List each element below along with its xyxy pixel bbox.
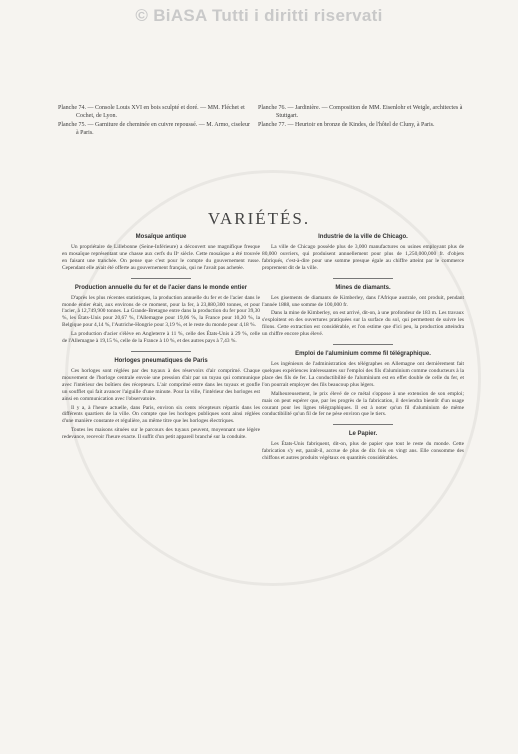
article-paragraph: Les ingénieurs de l'administration des télégraphes en Allemagne ont dernièrement fait quelques expériences intéressantes sur l'emploi des fils d'aluminium comme conducteurs à la place des fils de fer. La conductibilité de l'aluminium est en effet double de celle du fer, et l'on pourrait employer des fils beaucoup plus légers. bbox=[262, 361, 464, 388]
article-heading: Mosaïque antique bbox=[135, 234, 187, 240]
article-paragraph: Il y a, à l'heure actuelle, dans Paris, environ six cents récepteurs répartis dans les différents quartiers de la ville. On compte que les horloges publiques sont ainsi réglées d'une manière constante et régulière, au même titre que les horloges électriques. bbox=[62, 404, 260, 425]
article bbox=[62, 358, 260, 441]
article bbox=[262, 234, 464, 272]
article-paragraph: Les gisements de diamants de Kimberley, dans l'Afrique australe, ont produit, pendant l'année 1888, une somme de 100,000 fr. bbox=[262, 294, 464, 308]
plate-caption: Planche 75. — Garniture de cheminée en cuivre repoussé. — M. Armo, ciseleur à Paris. bbox=[58, 122, 250, 136]
article-paragraph: Malheureusement, le prix élevé de ce métal s'oppose à une extension de son emploi; mais on peut espérer que, par les progrès de la fabrication, il deviendra bientôt d'un usage courant pour les lignes télégraphiques. Il est à noter qu'un fil d'aluminium de même conductibilité qu'un fil de fer ne pèse environ que le tiers. bbox=[262, 390, 464, 418]
plate-caption: Planche 76. — Jardinière. — Composition de MM. Eisenlohr et Weigle, architectes à Stuttgart. bbox=[258, 105, 463, 119]
article-heading: Emploi de l'aluminium comme fil télégraphique. bbox=[295, 351, 431, 358]
article-heading: Production annuelle du fer et de l'acier dans le monde entier bbox=[74, 284, 248, 291]
divider bbox=[333, 424, 393, 425]
article-heading: Industrie de la ville de Chicago. bbox=[318, 234, 408, 240]
copyright-banner: © BiASA Tutti i diritti riservati bbox=[135, 6, 383, 25]
right-column bbox=[262, 234, 464, 468]
article-paragraph: La production d'acier s'élève en Angleterre à 11 %, celle des États-Unis à 29 %, celle de l'Allemagne à 19,15 %, celle de la France à 10 %, et des autres pays à 7,43 %. bbox=[62, 331, 260, 345]
article bbox=[262, 285, 464, 338]
article-paragraph: Ces horloges sont réglées par des tuyaux à des réservoirs d'air comprimé. Chaque mouvement de l'horloge centrale envoie une pression d'air par un tuyau qui communique avec l'intérieur des boîtiers des récepteurs. L'air comprimé entre dans les tuyaux et gonfle un soufflet qui fait avancer l'aiguille d'une minute. Pour la ville, l'intérieur des horloges est ainsi en communication avec l'observatoire. bbox=[62, 367, 260, 402]
article-heading: Mines de diamants. bbox=[335, 284, 391, 291]
plates-list-left bbox=[58, 104, 253, 138]
article-paragraph: Toutes les maisons situées sur le parcours des tuyaux peuvent, moyennant une légère redevance, recevoir l'heure exacte. Il suffit d'un petit appareil branché sur la conduite. bbox=[62, 427, 260, 441]
article-paragraph: La ville de Chicago possède plus de 3,000 manufactures ou usines employant plus de 80,000 ouvriers, qui produisent annuellement pour plus de 1,250,000,000 fr. d'objets fabriqués, c'est-à-dire pour une somme presque égale au chiffre atteint par le commerce proprement dit de la ville. bbox=[262, 244, 464, 271]
article-heading: Horloges pneumatiques de Paris bbox=[114, 357, 208, 364]
article-heading: Le Papier. bbox=[348, 431, 378, 438]
plate-caption: Planche 77. — Heurtoir en bronze de Kindes, de l'hôtel de Cluny, à Paris. bbox=[258, 122, 435, 128]
article-paragraph: Les États-Unis fabriquent, dit-on, plus de papier que tout le reste du monde. Cette fabrication s'y est, paraît-il, accrue de plus de dix fois en vingt ans. Elle consomme des chiffons et autres produits végétaux en quantités considérables. bbox=[262, 441, 464, 462]
article-paragraph: D'après les plus récentes statistiques, la production annuelle du fer et de l'acier dans le monde entier était, aux environs de ce moment, pour la fer, à 23,880,300 tonnes, et pour l'acier, à 12,749,900 tonnes. La Grande-Bretagne entre dans la production du fer pour 39,30 %, les États-Unis pour 20,67 %, l'Allemagne pour 19,06 %, la France pour 10,20 %, la Belgique pour 4,14 %, l'Autriche-Hongrie pour 3,19 %, et le reste du monde pour 4,18 %. bbox=[62, 294, 260, 329]
article bbox=[262, 431, 464, 462]
divider bbox=[333, 278, 393, 279]
article-paragraph: Dans la mine de Kimberley, on est arrivé, dit-on, à une profondeur de 183 m. Les travaux s'exploitent en des ouvertures pratiquées sur la surface du sol, qui permettent de suivre les filons. Cette extraction est considérable, et l'on estime que d'ici peu, la production atteindra un chiffre encore plus élevé. bbox=[262, 310, 464, 338]
article bbox=[62, 285, 260, 345]
article-paragraph: Un propriétaire de Lillebonne (Seine-Inférieure) a découvert une magnifique fresque en mosaïque représentant une chasse aux cerfs du IIᵉ siècle. Cette mosaïque a été trouvée en faisant une tranchée. On pense que c'est pour le compte du gouvernement russe. Cependant elle avait été offerte au gouvernement français, qui ne l'avait pas achetée. bbox=[62, 244, 260, 271]
article bbox=[62, 234, 260, 272]
section-title: VARIÉTÉS. bbox=[207, 209, 311, 228]
divider bbox=[333, 344, 393, 345]
left-column bbox=[62, 234, 260, 447]
divider bbox=[131, 278, 191, 279]
article bbox=[262, 351, 464, 418]
plate-caption: Planche 74. — Console Louis XVI en bois sculpté et doré. — MM. Fléchet et Cochet, de Lyon. bbox=[58, 105, 245, 119]
plates-list-right bbox=[258, 104, 463, 130]
divider bbox=[131, 351, 191, 352]
